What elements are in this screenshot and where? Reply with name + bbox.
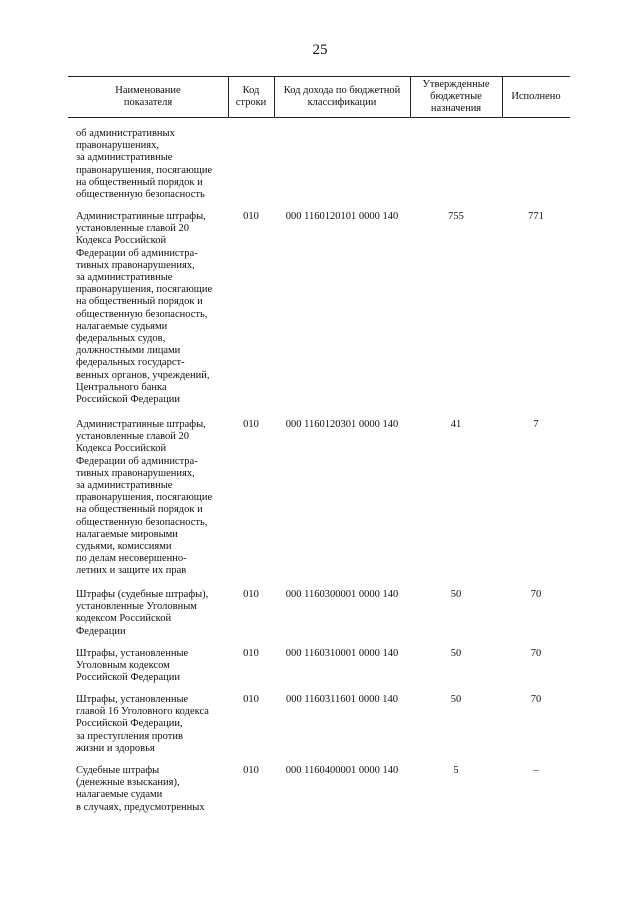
row-name (76, 211, 236, 406)
row-exec: 7 (533, 419, 539, 430)
row-name-line: в случаях, предусмотренных (76, 801, 205, 813)
header-plan-line: Утвержденные (422, 79, 490, 90)
row-name-line: Кодекса Российской (76, 235, 167, 247)
row-name-line: налагаемые мировыми (76, 528, 178, 540)
row-plan: 50 (450, 589, 462, 600)
row-plan: 755 (448, 211, 464, 222)
header-exec-line: Исполнено (511, 91, 561, 102)
row-name-line: установленные главой 20 (76, 223, 190, 235)
row-name-line: летних и защите их прав (76, 565, 187, 577)
row-name-line: об административных (76, 128, 175, 139)
row-name (76, 589, 236, 638)
row-plan: 50 (450, 648, 462, 659)
row-name-line: налагаемые судьями (76, 320, 168, 332)
row-exec: 70 (530, 694, 542, 705)
header-plan-line: бюджетные (430, 91, 482, 102)
row-name-line: правонарушения, посягающие (76, 164, 213, 176)
row-name-line: (денежные взыскания), (76, 777, 180, 789)
row-name-line: Штрафы (судебные штрафы), (76, 589, 209, 600)
row-name-line: Административные штрафы, (76, 211, 206, 222)
row-name-line: Штрафы, установленные (76, 694, 189, 705)
row-name-line: Уголовным кодексом (76, 660, 170, 672)
header-name-line: показателя (123, 97, 173, 108)
row-name-line: по делам несовершенно- (76, 553, 187, 565)
row-code: 010 (243, 419, 259, 430)
row-name-line: общественную безопасность, (76, 308, 208, 320)
row-cbk: 000 1160120301 0000 140 (285, 419, 399, 430)
row-name-line: правонарушения, посягающие (76, 284, 213, 296)
row-name-line: венных органов, учреждений, (76, 369, 210, 381)
row-name-line: Кодекса Российской (76, 443, 167, 455)
row-name-line: на общественный порядок и (76, 296, 203, 308)
row-cbk: 000 1160310001 0000 140 (285, 648, 399, 659)
header-name (68, 77, 228, 117)
row-name (76, 694, 236, 755)
row-code: 010 (243, 765, 259, 776)
row-name-line: налагаемые судами (76, 789, 163, 801)
row-name-line: федеральных судов, (76, 333, 166, 345)
row-name-line: установленные Уголовным (76, 601, 197, 613)
row-name-line: Федерации об администра- (76, 247, 198, 259)
row-name-line: Российской Федерации (76, 672, 180, 684)
row-name-line: Федерации об администра- (76, 455, 198, 467)
row-exec: – (533, 765, 539, 776)
header-exec (502, 77, 570, 117)
row-name-line: за административные (76, 480, 173, 492)
row-code: 010 (243, 648, 259, 659)
table-header (68, 76, 570, 118)
header-code (228, 77, 274, 117)
row-name-line: тивных правонарушениях, (76, 259, 195, 271)
row-name-line: Штрафы, установленные (76, 648, 189, 659)
row-name-line: Федерации (76, 625, 126, 637)
row-name-line: кодексом Российской (76, 613, 172, 625)
row-name-line: Российской Федерации, (76, 718, 183, 730)
row-code: 010 (243, 211, 259, 222)
row-cbk: 000 1160400001 0000 140 (285, 765, 399, 776)
row-name-line: за административные (76, 152, 173, 164)
row-name-line: установленные главой 20 (76, 431, 190, 443)
row-name-line: правонарушениях, (76, 140, 159, 152)
header-plan (410, 77, 502, 117)
row-name-line: федеральных государст- (76, 357, 185, 369)
row-name-line: за административные (76, 272, 173, 284)
row-name-line: судьями, комиссиями (76, 541, 172, 553)
header-cbk (274, 77, 410, 117)
header-code-line: Код (242, 85, 260, 96)
header-plan-line: назначения (430, 103, 482, 114)
row-exec: 70 (530, 589, 542, 600)
header-cbk-line: Код дохода по бюджетной (283, 85, 401, 96)
row-plan: 41 (450, 419, 462, 430)
row-name-line: главой 16 Уголовного кодекса (76, 706, 209, 718)
row-cbk: 000 1160311601 0000 140 (285, 694, 399, 705)
row-name-line: за преступления против (76, 730, 183, 742)
row-exec: 70 (530, 648, 542, 659)
row-plan: 5 (453, 765, 459, 776)
row-plan: 50 (450, 694, 462, 705)
row-name-line: Административные штрафы, (76, 419, 206, 430)
header-cbk-line: классификации (307, 97, 377, 108)
row-name-line: жизни и здоровья (76, 742, 155, 754)
header-name-line: Наименование (115, 85, 181, 96)
row-name-line: общественную безопасность, (76, 516, 208, 528)
row-code: 010 (243, 589, 259, 600)
row-cbk: 000 1160300001 0000 140 (285, 589, 399, 600)
row-name-line: на общественный порядок и (76, 504, 203, 516)
row-name-line: Судебные штрафы (76, 765, 160, 776)
row-name-line: Российской Федерации (76, 394, 180, 406)
row-name (76, 419, 236, 578)
row-name-line: должностными лицами (76, 345, 181, 357)
row-name-line: общественную безопасность (76, 189, 205, 201)
row-name-line: правонарушения, посягающие (76, 492, 213, 504)
row-name-line: тивных правонарушениях, (76, 467, 195, 479)
row-name-line: на общественный порядок и (76, 176, 203, 188)
row-name (76, 128, 236, 201)
row-code: 010 (243, 694, 259, 705)
row-cbk: 000 1160120101 0000 140 (285, 211, 399, 222)
row-name-line: Центрального банка (76, 381, 167, 393)
page-number: 25 (312, 42, 328, 58)
row-exec: 771 (528, 211, 544, 222)
row-name (76, 648, 236, 685)
row-name (76, 765, 236, 814)
header-code-line: строки (235, 97, 267, 108)
